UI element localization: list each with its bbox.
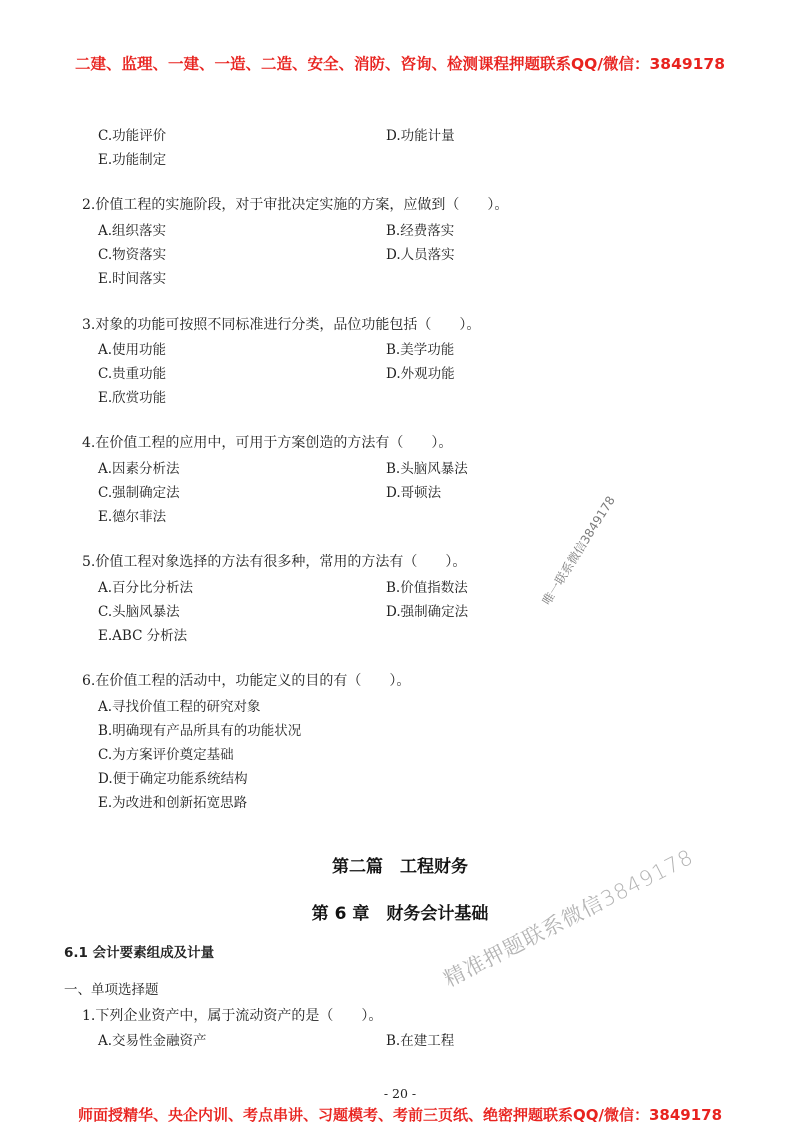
option-b: B.价值指数法 [386,580,468,596]
watermark-large: 精准押题联系微信3849178 [440,844,698,992]
option-c: C.强制确定法 [98,485,180,501]
option-a: A.组织落实 [98,223,167,239]
option-b: B.在建工程 [386,1033,455,1049]
option-a: A.使用功能 [98,342,167,358]
option-a: A.交易性金融资产 [98,1033,207,1049]
option-e: E.欣赏功能 [98,390,167,406]
question-stem: 6.在价值工程的活动中，功能定义的目的有（ ）。 [82,673,411,689]
question-stem: 4.在价值工程的应用中，可用于方案创造的方法有（ ）。 [82,435,453,451]
option-c: C.头脑风暴法 [98,604,180,620]
option-e: E.ABC 分析法 [98,628,188,644]
option-e: E.为改进和创新拓宽思路 [98,795,248,811]
option-d: D.强制确定法 [386,604,469,620]
option-e: E.时间落实 [98,271,167,287]
option-e: E.功能制定 [98,152,167,168]
option-d: D.功能计量 [386,128,455,144]
bottom-ad-banner: 师面授精华、央企内训、考点串讲、习题模考、考前三页纸、绝密押题联系QQ/微信：3849178 [77,1106,723,1124]
option-d: D.哥顿法 [386,485,442,501]
question-stem: 1.下列企业资产中，属于流动资产的是（ ）。 [82,1008,383,1024]
option-b: B.头脑风暴法 [386,461,468,477]
option-c: C.为方案评价奠定基础 [98,747,234,763]
option-d: D.便于确定功能系统结构 [98,771,248,787]
option-a: A.寻找价值工程的研究对象 [98,699,261,715]
option-c: C.功能评价 [98,128,167,144]
question-stem: 3.对象的功能可按照不同标准进行分类，品位功能包括（ ）。 [82,317,481,333]
watermark-small: 唯一联系微信3849178 [539,493,618,608]
option-e: E.德尔菲法 [98,509,167,525]
option-d: D.外观功能 [386,366,455,382]
option-c: C.贵重功能 [98,366,167,382]
option-a: A.百分比分析法 [98,580,194,596]
option-b: B.明确现有产品所具有的功能状况 [98,723,302,739]
option-b: B.美学功能 [386,342,455,358]
option-c: C.物资落实 [98,247,167,263]
top-ad-banner: 二建、监理、一建、一造、二造、安全、消防、咨询、检测课程押题联系QQ/微信：3849178 [74,55,725,73]
chapter-title: 第 6 章 财务会计基础 [311,904,489,924]
part-title: 第二篇 工程财务 [332,857,468,877]
section-title: 6.1 会计要素组成及计量 [64,945,215,961]
page-number: - 20 - [383,1086,417,1101]
question-stem: 5.价值工程对象选择的方法有很多种，常用的方法有（ ）。 [82,554,467,570]
subsection-title: 一、单项选择题 [64,982,159,998]
option-b: B.经费落实 [386,223,455,239]
option-d: D.人员落实 [386,247,455,263]
option-a: A.因素分析法 [98,461,180,477]
question-stem: 2.价值工程的实施阶段，对于审批决定实施的方案，应做到（ ）。 [82,197,509,213]
